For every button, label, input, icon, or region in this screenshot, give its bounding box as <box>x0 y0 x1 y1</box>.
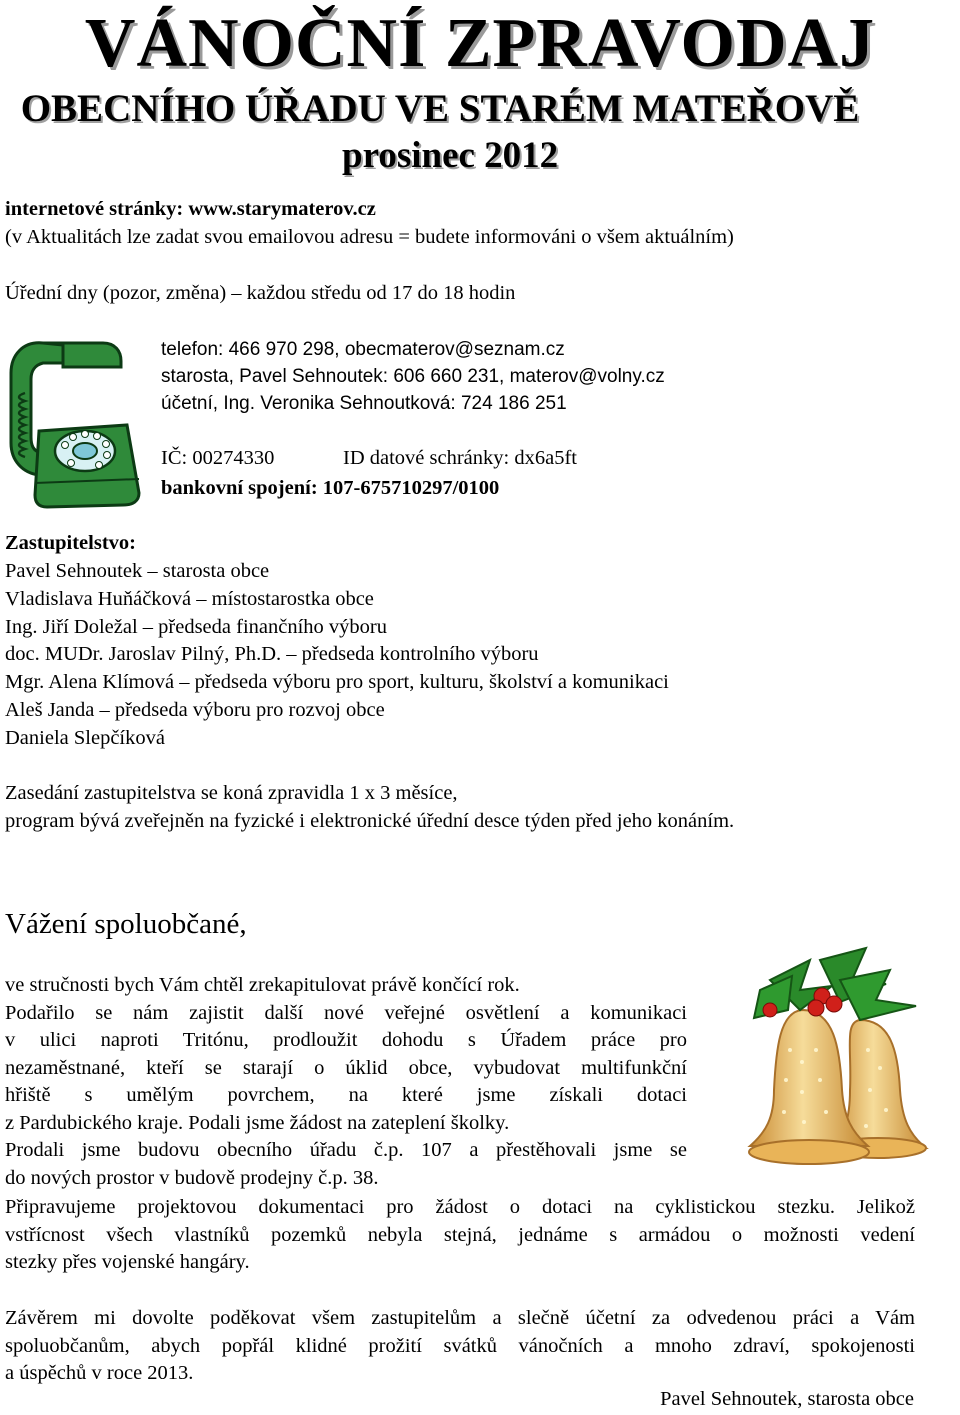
telephone-icon <box>3 333 153 511</box>
paragraph-line: hřiště s umělým povrchem, na které jsme získali dotaci <box>5 1084 687 1106</box>
meetings-line-2: program bývá zveřejněn na fyzické i elektronické úřední desce týden před jeho konáním. <box>5 810 735 832</box>
council-member: Ing. Jiří Doležal – předseda finančního výboru <box>5 616 387 638</box>
paragraph-line: Závěrem mi dovolte poděkovat všem zastupitelům a slečně účetní za odvedenou práci a Vám <box>5 1307 915 1329</box>
letter-paragraph-1 <box>5 972 687 1192</box>
paragraph-line: a úspěchů v roce 2013. <box>5 1362 194 1384</box>
paragraph-line: stezky přes vojenské hangáry. <box>5 1251 250 1273</box>
newsletter-title: VÁNOČNÍ ZPRAVODAJ <box>84 5 876 82</box>
paragraph-line: Prodali jsme budovu obecního úřadu č.p. 107 a přestěhovali jsme se <box>5 1139 687 1161</box>
contact-accountant: účetní, Ing. Veronika Sehnoutková: 724 186 251 <box>161 393 567 414</box>
paragraph-line: v ulici naproti Tritónu, prodloužit dohodu s Úřadem práce pro <box>5 1029 687 1051</box>
council-member: Vladislava Huňáčková – místostarostka obce <box>5 588 374 610</box>
contact-mayor: starosta, Pavel Sehnoutek: 606 660 231, materov@volny.cz <box>161 366 665 387</box>
council-member: doc. MUDr. Jaroslav Pilný, Ph.D. – předseda kontrolního výboru <box>5 643 539 665</box>
contact-phone: telefon: 466 970 298, obecmaterov@seznam.cz <box>161 339 565 360</box>
council-member: Aleš Janda – předseda výboru pro rozvoj obce <box>5 699 385 721</box>
paragraph-line: z Pardubického kraje. Podali jsme žádost na zateplení školky. <box>5 1111 510 1134</box>
website-note: (v Aktualitách lze zadat svou emailovou adresu = budete informováni o všem aktuálním) <box>5 226 734 248</box>
paragraph-line: Připravujeme projektovou dokumentaci pro žádost o dotaci na cyklistickou stezku. Jelikož <box>5 1196 915 1218</box>
office-hours: Úřední dny (pozor, změna) – každou středu od 17 do 18 hodin <box>5 282 516 304</box>
council-heading: Zastupitelstvo: <box>5 532 136 554</box>
contact-bank: bankovní spojení: 107-675710297/0100 <box>161 477 500 499</box>
paragraph-line: Podařilo se nám zajistit další nové veřejné osvětlení a komunikaci <box>5 1001 687 1024</box>
paragraph-line: ve stručnosti bych Vám chtěl zrekapitulovat právě končící rok. <box>5 974 520 996</box>
signature: Pavel Sehnoutek, starosta obce <box>660 1388 914 1410</box>
council-member: Daniela Slepčíková <box>5 727 165 749</box>
council-member: Mgr. Alena Klímová – předseda výboru pro sport, kulturu, školství a komunikaci <box>5 671 669 693</box>
letter-paragraph-3 <box>5 1305 915 1388</box>
contact-databox: ID datové schránky: dx6a5ft <box>343 447 577 469</box>
newsletter-subtitle: OBECNÍHO ÚŘADU VE STARÉM MATEŘOVĚ <box>20 87 860 130</box>
letter-paragraph-2 <box>5 1194 915 1277</box>
paragraph-line: spoluobčanům, abych popřál klidné prožití svátků vánočních a mnoho zdraví, spokojenosti <box>5 1334 915 1357</box>
paragraph-line: do nových prostor v budově prodejny č.p. 38. <box>5 1166 379 1189</box>
paragraph-line: nezaměstnané, kteří se starají o úklid obce, vybudovat multifunkční <box>5 1056 687 1079</box>
christmas-bells-icon <box>740 940 930 1185</box>
council-member: Pavel Sehnoutek – starosta obce <box>5 560 270 582</box>
website-line: internetové stránky: www.starymaterov.cz <box>5 198 376 220</box>
meetings-line-1: Zasedání zastupitelstva se koná zpravidla 1 x 3 měsíce, <box>5 782 458 804</box>
paragraph-line: vstřícnost všech vlastníků pozemků nebyla stejná, jednáme s armádou o možnosti vedení <box>5 1223 915 1246</box>
contact-ico: IČ: 00274330 <box>161 447 275 469</box>
issue-date: prosinec 2012 <box>342 135 559 176</box>
letter-greeting: Vážení spoluobčané, <box>5 908 247 940</box>
